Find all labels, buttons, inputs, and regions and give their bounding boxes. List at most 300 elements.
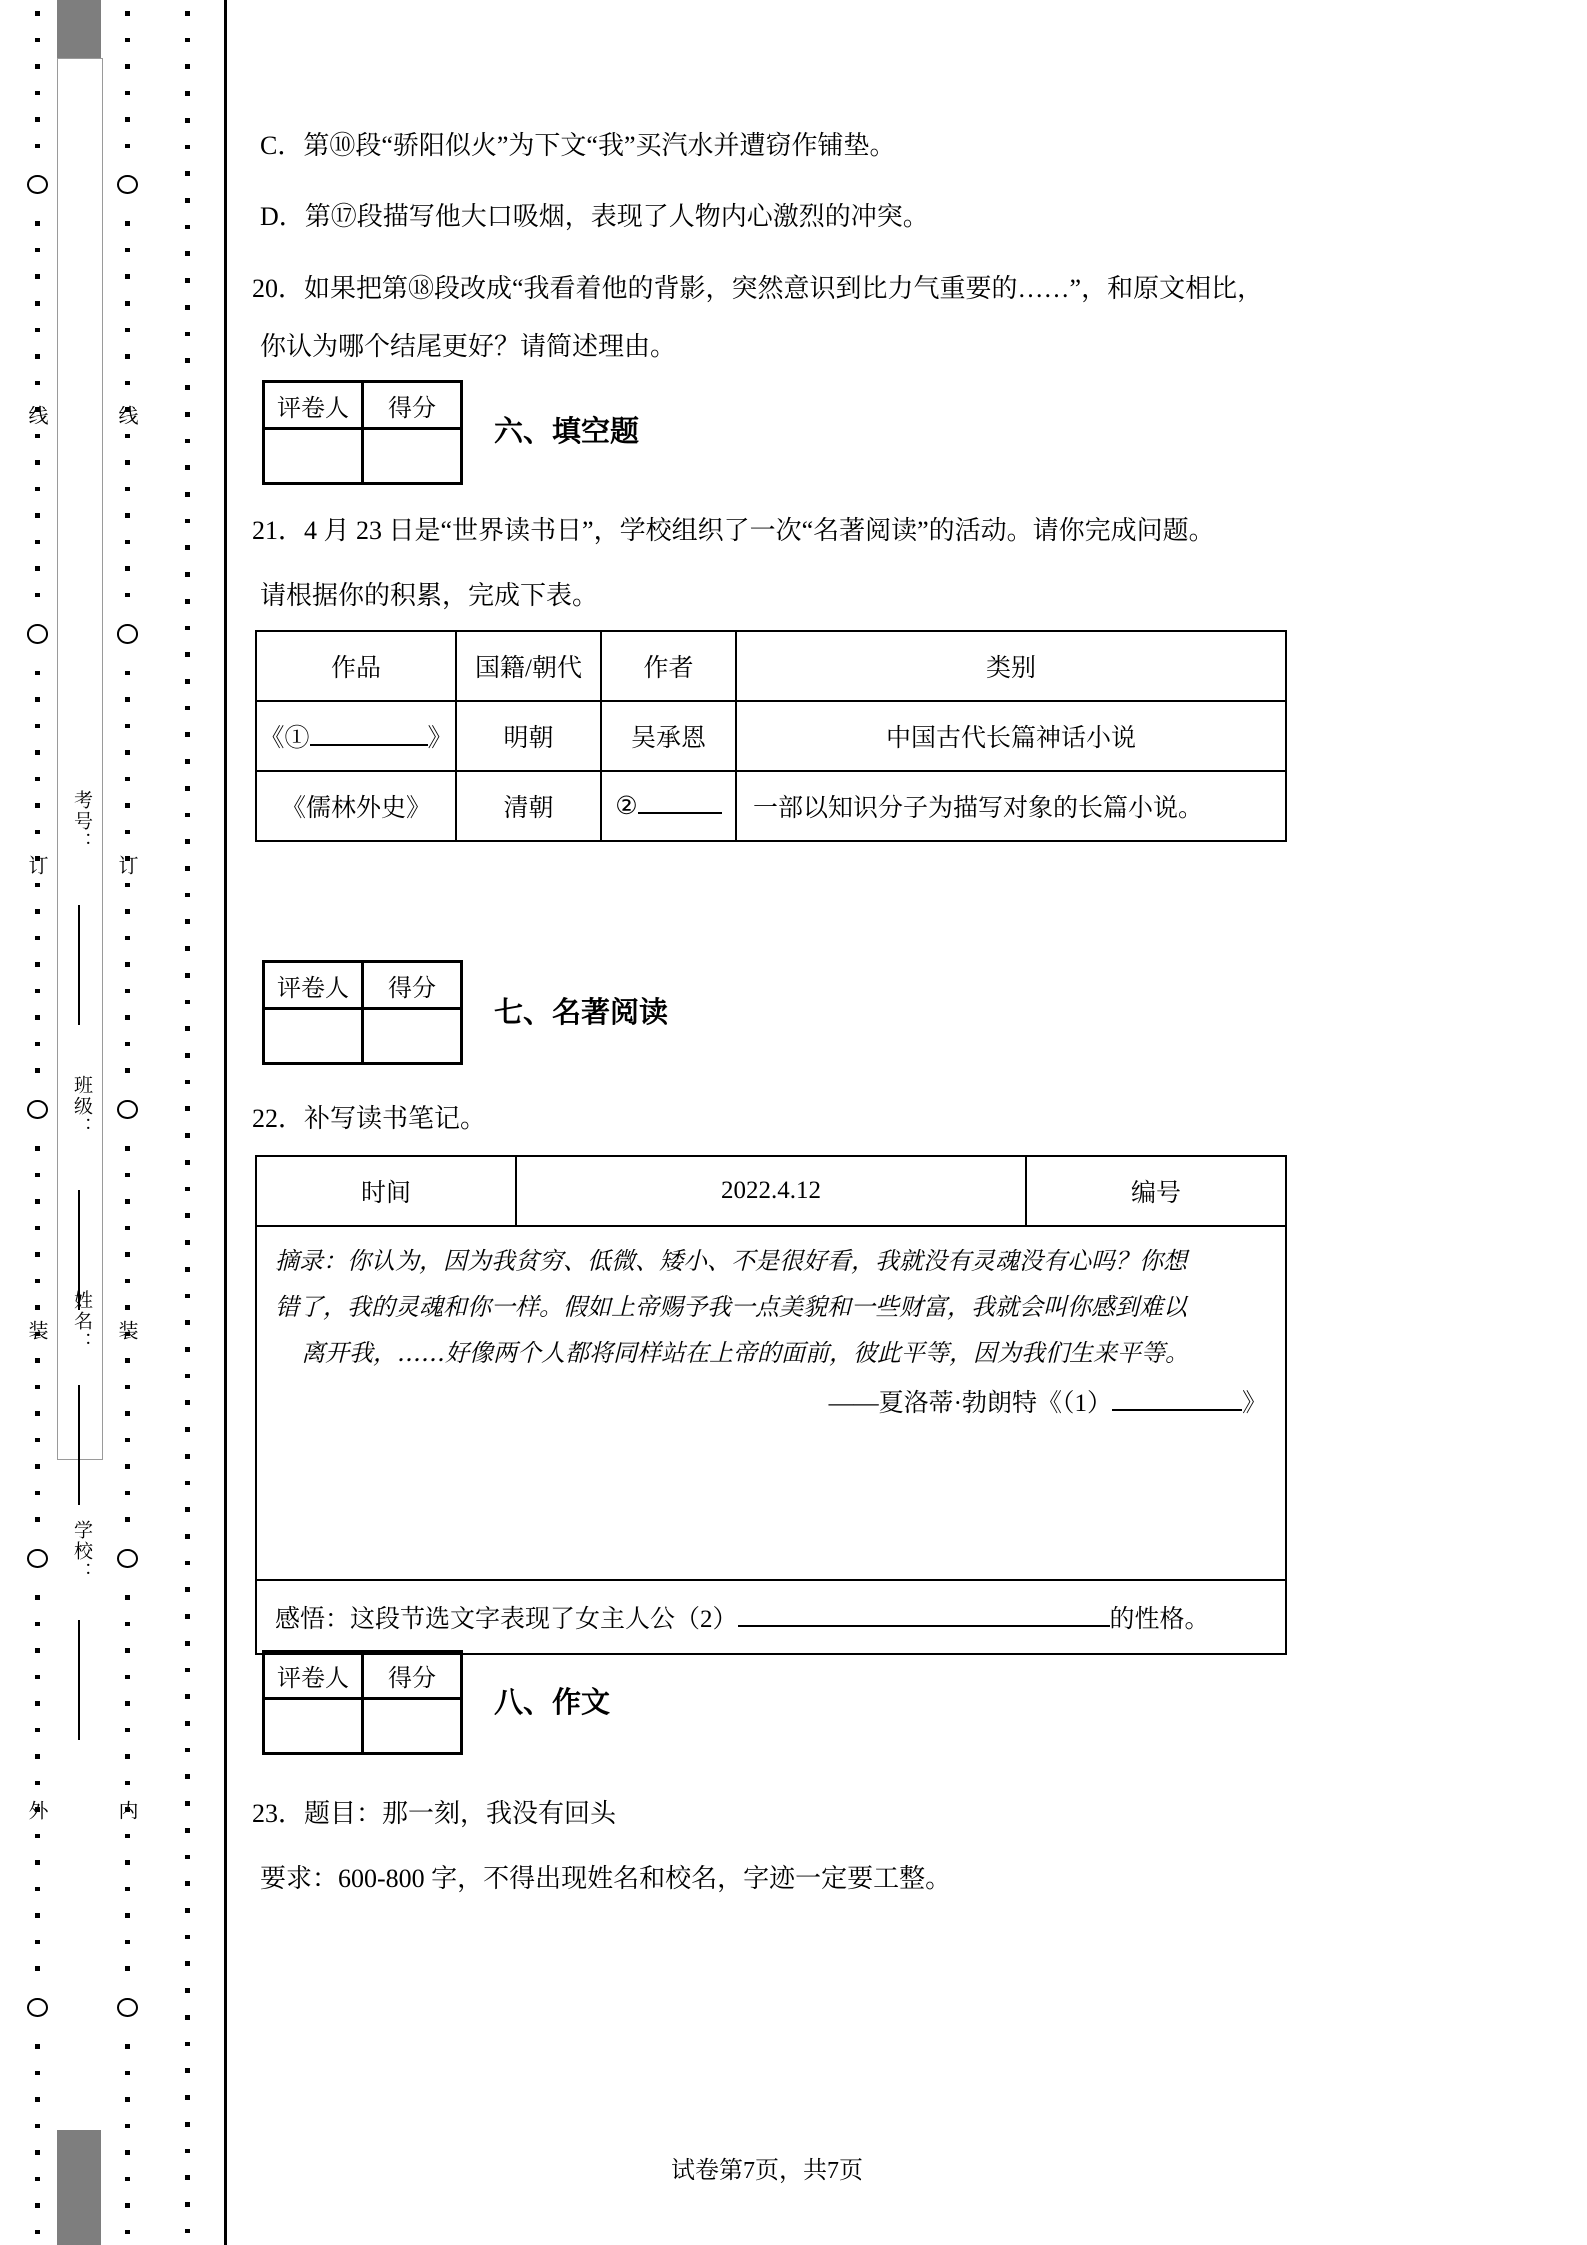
question-22-text: 22．补写读书笔记。: [252, 1104, 487, 1133]
seal-dot: [35, 1199, 40, 1204]
seal-dot: [185, 1881, 190, 1886]
seal-dot: [35, 830, 40, 835]
seal-dot: [35, 1491, 40, 1496]
seal-dot: [35, 697, 40, 702]
seal-dot: [185, 946, 190, 951]
seal-dot: [35, 381, 40, 386]
seal-dot: [35, 1622, 40, 1627]
seal-dot: [35, 1913, 40, 1918]
seal-dot: [125, 1517, 130, 1522]
book-cell-dynasty-2: 清朝: [456, 771, 601, 841]
seal-dot: [125, 803, 130, 808]
seal-dot: [35, 671, 40, 676]
seal-dot: [185, 1694, 190, 1699]
seal-bar-bottom: [57, 2130, 101, 2245]
seal-dot: [125, 830, 130, 835]
seal-dot: [125, 1411, 130, 1416]
seal-ring: [27, 624, 48, 643]
insight-suffix: 的性格。: [1109, 1606, 1210, 1633]
seal-dot: [125, 354, 130, 359]
seal-dot: [185, 1908, 190, 1913]
seal-dot: [125, 487, 130, 492]
scorebox-score-value[interactable]: [364, 427, 460, 482]
seal-dot: [125, 593, 130, 598]
excerpt-line-3: 离开我，……好像两个人都将同样站在上帝的面前，彼此平等，因为我们生来平等。: [301, 1339, 1189, 1367]
seal-dot: [35, 274, 40, 279]
option-d-text: D．第⑰段描写他大口吸烟，表现了人物内心激烈的冲突。: [260, 202, 929, 231]
seal-dot: [35, 803, 40, 808]
book-th-work: 作品: [256, 631, 456, 701]
seal-dot: [125, 1252, 130, 1257]
seal-dot: [185, 652, 190, 657]
seal-dot: [35, 144, 40, 149]
seal-dot: [125, 2097, 130, 2102]
seal-dot: [35, 1411, 40, 1416]
seal-dot: [185, 2229, 190, 2234]
book-cell-dynasty-1: 明朝: [456, 701, 601, 771]
option-c-text: C．第⑩段“骄阳似火”为下文“我”买汽水并遭窃作铺垫。: [260, 131, 896, 160]
seal-dot: [35, 2203, 40, 2208]
seal-dot: [185, 1641, 190, 1646]
seal-dot: [35, 1252, 40, 1257]
seal-dot: [185, 786, 190, 791]
scorebox-reviewer-label: 评卷人: [265, 1653, 364, 1697]
seal-dot: [125, 2230, 130, 2235]
table-row-header: [256, 631, 1286, 701]
seal-dot: [35, 1438, 40, 1443]
seal-dot: [125, 248, 130, 253]
dotted-line-third: [180, 0, 194, 2245]
seal-dot: [35, 1754, 40, 1759]
seal-dot: [125, 2177, 130, 2182]
seal-dot: [185, 145, 190, 150]
seal-dot: [125, 1834, 130, 1839]
seal-dot: [35, 1701, 40, 1706]
seal-dot: [35, 91, 40, 96]
seal-dot: [185, 1721, 190, 1726]
seal-dot: [185, 919, 190, 924]
seal-dot: [185, 1988, 190, 1993]
question-21-line-2: 请根据你的积累，完成下表。: [260, 581, 599, 610]
notes-row-excerpt: [256, 1226, 1286, 1580]
seal-dot: [125, 1887, 130, 1892]
seal-dot: [185, 11, 190, 16]
seal-dot: [125, 1305, 130, 1310]
seal-ring: [27, 1100, 48, 1119]
scorebox-score-label: 得分: [388, 395, 436, 422]
notes-number-label: 编号: [1026, 1156, 1286, 1226]
seal-dot: [185, 332, 190, 337]
notes-insight-cell[interactable]: [256, 1580, 1286, 1654]
dotted-line-outer: [30, 0, 44, 2245]
table-row: [256, 701, 1286, 771]
seal-ring: [117, 1549, 138, 1568]
seal-dot: [35, 1887, 40, 1892]
seal-dot: [125, 2124, 130, 2129]
seal-dot: [185, 1534, 190, 1539]
seal-dot: [125, 989, 130, 994]
seal-dot: [35, 1015, 40, 1020]
seal-dot: [125, 2071, 130, 2076]
seal-dot: [125, 328, 130, 333]
seal-dot: [125, 1648, 130, 1653]
seal-dot: [35, 1517, 40, 1522]
seal-dot: [185, 2015, 190, 2020]
seal-label-line-inner: 线: [115, 405, 137, 428]
seal-dot: [35, 724, 40, 729]
seal-dot: [185, 1427, 190, 1432]
seal-dot: [125, 2150, 130, 2155]
seal-dot: [35, 540, 40, 545]
seal-dot: [125, 566, 130, 571]
insight-prefix: 感悟：这段节选文字表现了女主人公（2）: [275, 1606, 738, 1633]
book-work-1-prefix: 《①: [259, 725, 310, 752]
seal-dot: [35, 1068, 40, 1073]
attribution-blank[interactable]: [1112, 1409, 1242, 1411]
seal-dot: [185, 599, 190, 604]
seal-dot: [35, 117, 40, 122]
seal-dot: [125, 1860, 130, 1865]
seal-dot: [35, 1860, 40, 1865]
seal-dot: [125, 883, 130, 888]
seal-dot: [125, 1966, 130, 1971]
seal-dot: [185, 1855, 190, 1860]
seal-dot: [35, 1385, 40, 1390]
seal-dot: [185, 1294, 190, 1299]
section-seven-title: 七、名著阅读: [494, 997, 669, 1029]
seal-dot: [35, 434, 40, 439]
book-author-2-blank[interactable]: [638, 812, 722, 814]
seal-dot: [125, 1940, 130, 1945]
seal-dot: [35, 2071, 40, 2076]
seal-dot: [185, 679, 190, 684]
seal-dot: [125, 117, 130, 122]
field-school: 学校：: [71, 1520, 92, 1583]
seal-dot: [125, 1438, 130, 1443]
seal-dot: [125, 91, 130, 96]
seal-dot: [185, 2068, 190, 2073]
seal-dot: [185, 545, 190, 550]
book-cell-work-1[interactable]: [256, 701, 456, 771]
seal-dot: [185, 225, 190, 230]
seal-dot: [125, 1173, 130, 1178]
seal-dot: [35, 328, 40, 333]
seal-dot: [185, 1374, 190, 1379]
seal-ring: [117, 1100, 138, 1119]
seal-dot: [125, 38, 130, 43]
seal-dot: [125, 1015, 130, 1020]
page-border-rule: [224, 0, 227, 2245]
seal-dot: [185, 706, 190, 711]
seal-dot: [35, 221, 40, 226]
question-23-title: 23．题目：那一刻，我没有回头: [252, 1799, 617, 1828]
seal-dot: [125, 2044, 130, 2049]
book-table: [255, 630, 1287, 842]
seal-label-zhuang-outer: 装: [25, 1320, 47, 1343]
seal-dot: [185, 251, 190, 256]
seal-label-line-outer: 线: [25, 405, 47, 428]
seal-dot: [185, 1187, 190, 1192]
seal-dot: [185, 1935, 190, 1940]
seal-dot: [35, 883, 40, 888]
seal-ring: [27, 1549, 48, 1568]
field-exam-no-rule: [78, 905, 80, 1025]
seal-dot: [185, 358, 190, 363]
seal-dot: [185, 1213, 190, 1218]
seal-dot: [125, 221, 130, 226]
seal-dot: [35, 2177, 40, 2182]
question-20-line-2: 你认为哪个结尾更好？请简述理由。: [260, 332, 677, 361]
seal-dot: [125, 1199, 130, 1204]
scorebox-reviewer-value[interactable]: [265, 1007, 364, 1062]
seal-dot: [185, 1267, 190, 1272]
dotted-line-inner: [120, 0, 134, 2245]
seal-dot: [185, 759, 190, 764]
question-23-requirements: 要求：600-800 字，不得出现姓名和校名，字迹一定要工整。: [260, 1864, 952, 1893]
seal-dot: [125, 1701, 130, 1706]
scorebox-score-value[interactable]: [364, 1007, 460, 1062]
seal-dot: [185, 1026, 190, 1031]
seal-dot: [125, 1781, 130, 1786]
seal-dot: [125, 1385, 130, 1390]
seal-dot: [35, 1595, 40, 1600]
seal-ring: [117, 1998, 138, 2017]
seal-dot: [125, 460, 130, 465]
seal-ring: [117, 624, 138, 643]
seal-dot: [35, 1358, 40, 1363]
seal-dot: [35, 1173, 40, 1178]
seal-dot: [185, 2122, 190, 2127]
scorebox-reviewer-label: 评卷人: [265, 963, 364, 1007]
seal-dot: [185, 1000, 190, 1005]
table-row: [256, 771, 1286, 841]
seal-dot: [125, 540, 130, 545]
seal-dot: [35, 64, 40, 69]
book-th-category: 类别: [736, 631, 1286, 701]
seal-dot: [125, 144, 130, 149]
reading-notes-table: [255, 1155, 1287, 1655]
seal-dot: [185, 732, 190, 737]
seal-dot: [125, 1226, 130, 1231]
seal-dot: [125, 64, 130, 69]
seal-dot: [35, 777, 40, 782]
seal-dot: [185, 64, 190, 69]
seal-dot: [185, 1668, 190, 1673]
seal-dot: [35, 989, 40, 994]
scorebox-section-seven[interactable]: [262, 960, 463, 1065]
seal-label-ding-inner: 订: [115, 855, 137, 878]
seal-dot: [125, 1728, 130, 1733]
seal-dot: [185, 1748, 190, 1753]
seal-ring: [117, 175, 138, 194]
seal-dot: [125, 750, 130, 755]
scorebox-score-label: 得分: [388, 975, 436, 1002]
scorebox-reviewer-value[interactable]: [265, 427, 364, 482]
seal-dot: [125, 1622, 130, 1627]
scorebox-score-value[interactable]: [364, 1697, 460, 1752]
seal-dot: [185, 2149, 190, 2154]
seal-dot: [35, 38, 40, 43]
seal-dot: [185, 813, 190, 818]
seal-label-outside: 外: [25, 1800, 47, 1823]
scorebox-section-six[interactable]: [262, 380, 463, 485]
book-cell-author-2[interactable]: [601, 771, 736, 841]
seal-dot: [35, 1834, 40, 1839]
seal-dot: [35, 1781, 40, 1786]
seal-dot: [125, 1042, 130, 1047]
seal-label-ding-outer: 订: [25, 855, 47, 878]
seal-dot: [35, 2044, 40, 2049]
seal-dot: [185, 839, 190, 844]
field-class: 班级：: [71, 1075, 92, 1138]
seal-dot: [35, 11, 40, 16]
notes-excerpt-cell: [256, 1226, 1286, 1580]
seal-dot: [185, 278, 190, 283]
seal-dot: [185, 1160, 190, 1165]
seal-dot: [35, 248, 40, 253]
notes-time-label: 时间: [256, 1156, 516, 1226]
seal-dot: [125, 434, 130, 439]
seal-dot: [185, 1320, 190, 1325]
seal-dot: [185, 519, 190, 524]
question-21-line-1: 21．4 月 23 日是“世界读书日”，学校组织了一次“名著阅读”的活动。请你完成问题。: [252, 516, 1215, 545]
seal-dot: [185, 1614, 190, 1619]
attribution-prefix: ——夏洛蒂·勃朗特《（1）: [828, 1390, 1112, 1417]
section-eight-title: 八、作文: [494, 1687, 611, 1719]
seal-dot: [35, 1226, 40, 1231]
seal-margin: [0, 0, 230, 2245]
seal-dot: [185, 118, 190, 123]
seal-dot: [185, 1507, 190, 1512]
book-cell-author-1: 吴承恩: [601, 701, 736, 771]
seal-dot: [125, 274, 130, 279]
scorebox-reviewer-value[interactable]: [265, 1697, 364, 1752]
seal-dot: [35, 2230, 40, 2235]
seal-dot: [185, 893, 190, 898]
attribution-suffix: 》: [1241, 1390, 1267, 1417]
seal-dot: [185, 1481, 190, 1486]
seal-dot: [185, 1774, 190, 1779]
seal-dot: [125, 671, 130, 676]
seal-dot: [35, 936, 40, 941]
seal-dot: [185, 171, 190, 176]
seal-dot: [35, 2124, 40, 2129]
seal-dot: [35, 487, 40, 492]
seal-dot: [125, 513, 130, 518]
seal-dot: [35, 301, 40, 306]
seal-dot: [185, 1587, 190, 1592]
seal-dot: [35, 1675, 40, 1680]
seal-dot: [125, 724, 130, 729]
seal-label-inside: 内: [115, 1800, 137, 1823]
notes-time-value: 2022.4.12: [516, 1156, 1026, 1226]
seal-dot: [185, 305, 190, 310]
seal-bar-top: [57, 0, 101, 58]
seal-dot: [35, 1648, 40, 1653]
notes-row-header: [256, 1156, 1286, 1226]
seal-dot: [35, 962, 40, 967]
book-work-1-suffix: 》: [427, 725, 453, 752]
excerpt-line-2: 错了，我的灵魂和你一样。假如上帝赐予我一点美貌和一些财富，我就会叫你感到难以: [275, 1293, 1187, 1321]
seal-dot: [185, 973, 190, 978]
seal-dot: [125, 1913, 130, 1918]
seal-dot: [35, 2150, 40, 2155]
seal-dot: [185, 492, 190, 497]
book-author-2-marker: ②: [615, 793, 638, 820]
seal-dot: [185, 2095, 190, 2100]
seal-dot: [185, 412, 190, 417]
seal-dot: [125, 1464, 130, 1469]
seal-dot: [35, 1279, 40, 1284]
seal-dot: [35, 354, 40, 359]
seal-dot: [185, 385, 190, 390]
content-area: [252, 0, 1542, 2245]
seal-dot: [185, 626, 190, 631]
seal-dot: [125, 1279, 130, 1284]
seal-dot: [35, 1146, 40, 1151]
seal-dot: [35, 2097, 40, 2102]
notes-row-insight: [256, 1580, 1286, 1654]
excerpt-line-1: 摘录：你认为，因为我贫穷、低微、矮小、不是很好看，我就没有灵魂没有心吗？你想: [275, 1247, 1187, 1275]
field-name-rule: [78, 1385, 80, 1505]
seal-dot: [185, 1240, 190, 1245]
seal-dot: [185, 465, 190, 470]
field-school-rule: [78, 1620, 80, 1740]
book-work-1-blank[interactable]: [310, 744, 428, 746]
seal-dot: [35, 1305, 40, 1310]
page-footer: 试卷第7页，共7页: [671, 2158, 863, 2184]
seal-dot: [125, 697, 130, 702]
seal-dot: [125, 962, 130, 967]
book-th-author: 作者: [601, 631, 736, 701]
seal-dot: [35, 566, 40, 571]
insight-blank[interactable]: [738, 1625, 1110, 1627]
seal-dot: [185, 2202, 190, 2207]
seal-dot: [185, 1961, 190, 1966]
seal-dot: [125, 2203, 130, 2208]
book-cell-work-2: [256, 771, 456, 841]
seal-dot: [125, 909, 130, 914]
seal-dot: [185, 2175, 190, 2180]
excerpt-attribution[interactable]: [275, 1391, 1267, 1416]
seal-dot: [35, 1042, 40, 1047]
seal-dot: [185, 198, 190, 203]
seal-dot: [125, 777, 130, 782]
seal-dot: [35, 1966, 40, 1971]
scorebox-section-eight[interactable]: [262, 1650, 463, 1755]
seal-dot: [125, 1146, 130, 1151]
seal-dot: [35, 1464, 40, 1469]
seal-dot: [185, 91, 190, 96]
seal-dot: [35, 460, 40, 465]
seal-dot: [125, 936, 130, 941]
seal-dot: [185, 1801, 190, 1806]
seal-dot: [185, 1561, 190, 1566]
seal-dot: [35, 513, 40, 518]
seal-bar-body: [57, 58, 103, 1460]
seal-dot: [125, 1595, 130, 1600]
seal-label-zhuang-inner: 装: [115, 1320, 137, 1343]
seal-dot: [125, 1068, 130, 1073]
seal-dot: [125, 381, 130, 386]
seal-dot: [185, 1454, 190, 1459]
seal-dot: [185, 1828, 190, 1833]
seal-dot: [125, 1754, 130, 1759]
book-cell-category-2: 一部以知识分子为描写对象的长篇小说。: [736, 771, 1286, 841]
seal-dot: [185, 1106, 190, 1111]
seal-dot: [185, 1053, 190, 1058]
field-name: 姓名：: [71, 1290, 92, 1353]
